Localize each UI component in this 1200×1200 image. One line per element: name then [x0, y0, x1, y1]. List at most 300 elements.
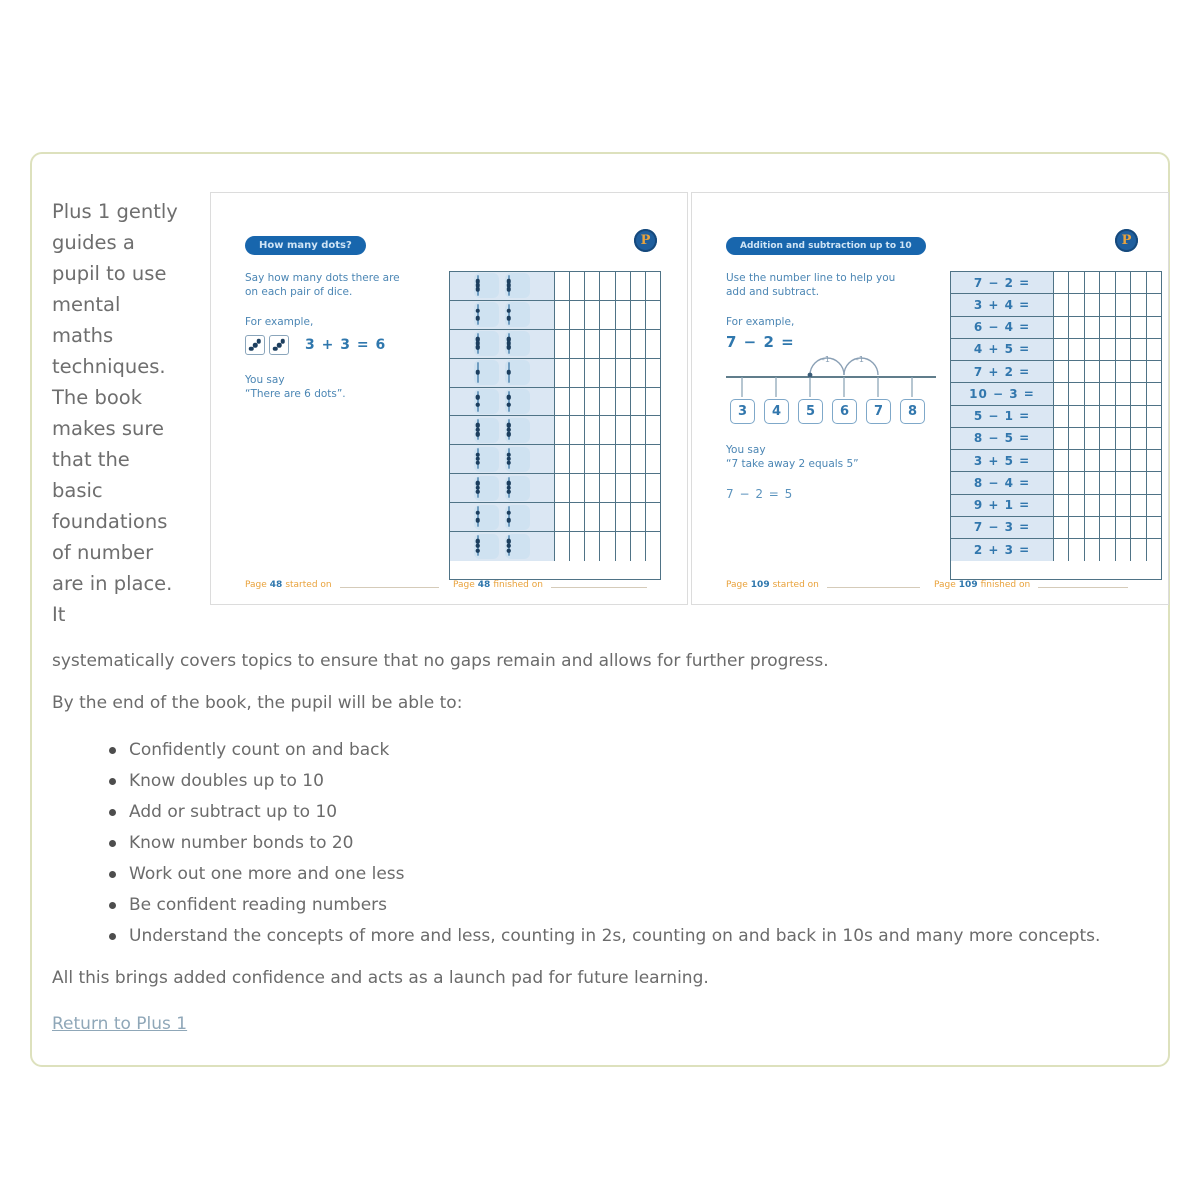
- answer-grid-cell: [1053, 428, 1068, 449]
- answer-grid-cell: [1115, 450, 1130, 471]
- answer-grid-cell: [1146, 495, 1161, 516]
- die-tile: [505, 447, 530, 472]
- answer-grid-cell: [1099, 539, 1114, 561]
- page2-you-say-quote: “7 take away 2 equals 5”: [726, 458, 859, 470]
- answer-grid-cell: [645, 532, 660, 561]
- answer-grid-cell: [1130, 450, 1145, 471]
- equation-row: [951, 539, 1161, 561]
- answer-grid-cell: [554, 445, 569, 473]
- answer-grid-cell: [1115, 294, 1130, 315]
- number-line-box: 3: [730, 399, 755, 424]
- die-face-3: [477, 448, 479, 469]
- die-dot: [475, 511, 480, 516]
- answer-grid-cell: [1130, 428, 1145, 449]
- die-dot: [506, 395, 511, 400]
- die-dot: [475, 461, 480, 466]
- answer-grid-cell: [569, 416, 584, 444]
- footer-write-line: [827, 587, 920, 588]
- die-face-1: [477, 362, 479, 383]
- equation-row: [951, 517, 1161, 539]
- answer-grid-cell: [645, 474, 660, 502]
- die-face-2: [477, 304, 479, 325]
- answer-grid-cell: [1068, 317, 1083, 338]
- answer-grid-cell: [1084, 450, 1099, 471]
- answer-grid-cell: [1115, 406, 1130, 427]
- bullet-item: Understand the concepts of more and less, counting in 2s, counting on and back in 10s and many more concepts.: [107, 926, 1146, 947]
- answer-grid-cell: [1115, 517, 1130, 538]
- dice-table-row: [450, 445, 660, 474]
- answer-grid-cell: [1130, 383, 1145, 404]
- equation-row: [951, 294, 1161, 316]
- answer-grid-cell: [630, 416, 645, 444]
- answer-grid-cell: [599, 388, 614, 416]
- answer-grid-cell: [1115, 539, 1130, 561]
- answer-grid-cell: [630, 474, 645, 502]
- workbook-page-addition-subtraction: [691, 192, 1169, 605]
- footer-page-number: 109: [750, 580, 770, 590]
- equation-cell: 6 − 4 =: [951, 317, 1053, 338]
- answer-grid-cell: [1053, 383, 1068, 404]
- answer-grid-cell: [1084, 406, 1099, 427]
- footer-page-label: Page: [453, 580, 475, 590]
- dice-pair-cell: [450, 474, 554, 502]
- answer-grid-cell: [1146, 428, 1161, 449]
- die-dot: [506, 316, 511, 321]
- answer-grid-cell: [1146, 361, 1161, 382]
- number-line-box: 8: [900, 399, 925, 424]
- return-to-plus1-link[interactable]: Return to Plus 1: [52, 1014, 188, 1034]
- answer-grid-cell: [1068, 339, 1083, 360]
- answer-grid-cell: [1084, 472, 1099, 493]
- equation-cell: 3 + 5 =: [951, 450, 1053, 471]
- answer-grid-cell: [1053, 517, 1068, 538]
- answer-grid-cell: [645, 503, 660, 531]
- hop-label: -1: [856, 355, 864, 364]
- answer-grid-cell: [1130, 472, 1145, 493]
- die-face-5: [477, 477, 479, 498]
- answer-grid-cell: [1099, 495, 1114, 516]
- die-tile: [474, 331, 499, 356]
- answer-grid-cell: [1084, 361, 1099, 382]
- answer-grid-cell: [1084, 272, 1099, 293]
- footer-page-number: 109: [958, 580, 978, 590]
- page1-instruction: Say how many dots there are on each pair of dice.: [245, 272, 400, 298]
- footer-page-label: Page: [934, 580, 956, 590]
- answer-grid-cell: [615, 272, 630, 300]
- die-face-3: [508, 275, 510, 296]
- answer-grid-cell: [1130, 495, 1145, 516]
- equation-cell: 8 − 5 =: [951, 428, 1053, 449]
- footer-page-label: Page: [726, 580, 748, 590]
- dice-pair-cell: [450, 359, 554, 387]
- answer-grid-cell: [569, 532, 584, 561]
- die-tile: [474, 418, 499, 443]
- content-container: [30, 152, 1170, 1067]
- answer-grid-cell: [1068, 361, 1083, 382]
- equations-answer-table: [950, 271, 1162, 580]
- answer-grid-cell: [554, 474, 569, 502]
- number-line-box: 6: [832, 399, 857, 424]
- footer-write-line: [551, 587, 647, 588]
- answer-grid-cell: [1068, 383, 1083, 404]
- answer-grid-cell: [1068, 495, 1083, 516]
- answer-grid-cell: [554, 416, 569, 444]
- answer-grid-cell: [1053, 472, 1068, 493]
- dice-table-row: [450, 388, 660, 417]
- hop-arrow-dot: [808, 373, 813, 378]
- die-dot: [506, 370, 511, 375]
- page2-footer: [726, 580, 1142, 590]
- answer-grid-cell: [1130, 406, 1145, 427]
- die-dot: [475, 395, 480, 400]
- answer-grid-cell: [1146, 539, 1161, 561]
- die-tile: [474, 447, 499, 472]
- page1-example-equation: 3 + 3 = 6: [305, 337, 387, 353]
- equation-row: [951, 428, 1161, 450]
- die-dot: [506, 432, 511, 437]
- answer-grid-cell: [584, 445, 599, 473]
- answer-grid-cell: [1146, 472, 1161, 493]
- answer-grid-cell: [1068, 272, 1083, 293]
- answer-grid-cell: [1146, 517, 1161, 538]
- number-line: [726, 355, 942, 433]
- equation-row: [951, 272, 1161, 294]
- die-tile: [474, 476, 499, 501]
- page1-example-label: For example,: [245, 316, 314, 328]
- footer-page-label: Page: [245, 580, 267, 590]
- dice-pair-cell: [450, 503, 554, 531]
- answer-grid-cell: [1146, 406, 1161, 427]
- equation-cell: 7 − 2 =: [951, 272, 1053, 293]
- answer-grid-cell: [1099, 472, 1114, 493]
- answer-grid-cell: [1084, 339, 1099, 360]
- example-dice-pair: [245, 335, 293, 355]
- bullet-item: Know number bonds to 20: [107, 833, 1146, 854]
- dice-table-row: [450, 532, 660, 561]
- answer-grid-cell: [599, 474, 614, 502]
- answer-grid-cell: [599, 445, 614, 473]
- die-tile: [474, 302, 499, 327]
- answer-grid-cell: [1084, 539, 1099, 561]
- answer-grid-cell: [630, 301, 645, 329]
- answer-grid-cell: [599, 532, 614, 561]
- die-dot: [475, 403, 480, 408]
- answer-grid-cell: [1099, 317, 1114, 338]
- plus1-logo-icon: P: [1115, 229, 1138, 252]
- die-dot: [475, 432, 480, 437]
- answer-grid-cell: [1084, 495, 1099, 516]
- die-tile: [505, 505, 530, 530]
- dice-pair-cell: [450, 301, 554, 329]
- answer-grid-cell: [1115, 317, 1130, 338]
- answer-grid-cell: [615, 359, 630, 387]
- equation-row: [951, 361, 1161, 383]
- answer-grid-cell: [615, 445, 630, 473]
- answer-grid-cell: [1146, 383, 1161, 404]
- die-dot: [475, 287, 480, 292]
- answer-grid-cell: [615, 532, 630, 561]
- answer-grid-cell: [1099, 339, 1114, 360]
- answer-grid-cell: [554, 388, 569, 416]
- answer-grid-cell: [645, 445, 660, 473]
- body-paragraph-2: By the end of the book, the pupil will be able to:: [52, 693, 463, 713]
- answer-grid-cell: [615, 330, 630, 358]
- die-dot: [506, 287, 511, 292]
- dice-table-row: [450, 301, 660, 330]
- die-dot: [506, 345, 511, 350]
- answer-grid-cell: [1053, 450, 1068, 471]
- die-tile: [505, 534, 530, 559]
- die-face-6: [508, 535, 510, 556]
- answer-grid-cell: [584, 416, 599, 444]
- answer-grid-cell: [1099, 272, 1114, 293]
- equation-row: [951, 383, 1161, 405]
- equation-row: [951, 339, 1161, 361]
- dice-pair-cell: [450, 532, 554, 561]
- answer-grid-cell: [1068, 517, 1083, 538]
- die-tile: [474, 389, 499, 414]
- answer-grid-cell: [1099, 450, 1114, 471]
- answer-grid-cell: [554, 301, 569, 329]
- answer-grid-cell: [554, 330, 569, 358]
- answer-grid-cell: [615, 416, 630, 444]
- die-tile: [505, 476, 530, 501]
- dice-pair-cell: [450, 272, 554, 300]
- answer-grid-cell: [1053, 272, 1068, 293]
- answer-grid-cell: [1115, 383, 1130, 404]
- dice-table-row: [450, 474, 660, 503]
- answer-grid-cell: [1115, 339, 1130, 360]
- answer-grid-cell: [645, 301, 660, 329]
- die-face-6: [508, 419, 510, 440]
- die-face-3: [245, 335, 265, 355]
- equation-cell: 7 − 3 =: [951, 517, 1053, 538]
- die-dot: [475, 490, 480, 495]
- number-line-box: 5: [798, 399, 823, 424]
- answer-grid-cell: [615, 474, 630, 502]
- answer-grid-cell: [554, 532, 569, 561]
- description-body: [52, 650, 1146, 1035]
- bullet-item: Know doubles up to 10: [107, 771, 1146, 792]
- answer-grid-cell: [1099, 383, 1114, 404]
- answer-grid-cell: [1084, 428, 1099, 449]
- answer-grid-cell: [1084, 383, 1099, 404]
- die-face-6: [477, 419, 479, 440]
- equation-row: [951, 317, 1161, 339]
- answer-grid-cell: [584, 359, 599, 387]
- body-paragraph-3: All this brings added confidence and acts as a launch pad for future learning.: [52, 968, 709, 988]
- page2-title-pill: Addition and subtraction up to 10: [726, 237, 926, 255]
- page1-footer: [245, 580, 661, 590]
- answer-grid-cell: [1099, 361, 1114, 382]
- answer-grid-cell: [1130, 317, 1145, 338]
- dice-table-row: [450, 330, 660, 359]
- footer-write-line: [1038, 587, 1128, 588]
- answer-grid-cell: [615, 301, 630, 329]
- answer-grid-cell: [599, 503, 614, 531]
- bullet-item: Add or subtract up to 10: [107, 802, 1146, 823]
- die-face-3: [269, 335, 289, 355]
- equation-cell: 2 + 3 =: [951, 539, 1053, 561]
- die-face-4: [477, 391, 479, 412]
- answer-grid-cell: [630, 532, 645, 561]
- page2-example-equation: 7 − 2 =: [726, 333, 795, 351]
- dice-pair-cell: [450, 416, 554, 444]
- answer-grid-cell: [1115, 428, 1130, 449]
- bullet-item: Work out one more and one less: [107, 864, 1146, 885]
- footer-started-label: started on: [772, 580, 819, 590]
- answer-grid-cell: [584, 532, 599, 561]
- answer-grid-cell: [1053, 339, 1068, 360]
- die-dot: [506, 403, 511, 408]
- answer-grid-cell: [569, 301, 584, 329]
- die-face-2: [508, 304, 510, 325]
- answer-grid-cell: [630, 330, 645, 358]
- answer-grid-cell: [1130, 361, 1145, 382]
- skills-bullet-list: [107, 740, 1146, 947]
- die-tile: [505, 360, 530, 385]
- answer-grid-cell: [645, 388, 660, 416]
- answer-grid-cell: [1146, 294, 1161, 315]
- answer-grid-cell: [1130, 272, 1145, 293]
- dice-pair-cell: [450, 445, 554, 473]
- page2-you-say-label: You say: [726, 444, 766, 456]
- die-tile: [505, 331, 530, 356]
- dice-table-row: [450, 503, 660, 532]
- answer-grid-cell: [584, 272, 599, 300]
- die-dot: [506, 511, 511, 516]
- die-tile: [505, 389, 530, 414]
- bullet-item: Be confident reading numbers: [107, 895, 1146, 916]
- page2-result: 7 − 2 = 5: [726, 487, 794, 501]
- answer-grid-cell: [630, 272, 645, 300]
- equation-cell: 9 + 1 =: [951, 495, 1053, 516]
- footer-write-line: [340, 587, 439, 588]
- answer-grid-cell: [645, 330, 660, 358]
- equation-row: [951, 406, 1161, 428]
- page1-example-row: [245, 335, 441, 355]
- answer-grid-cell: [569, 474, 584, 502]
- answer-grid-cell: [599, 330, 614, 358]
- die-tile: [474, 505, 499, 530]
- answer-grid-cell: [569, 388, 584, 416]
- answer-grid-cell: [630, 388, 645, 416]
- page1-you-say-label: You say: [245, 374, 285, 386]
- answer-grid-cell: [599, 416, 614, 444]
- die-dot: [475, 316, 480, 321]
- answer-grid-cell: [1053, 317, 1068, 338]
- footer-finished-label: finished on: [493, 580, 543, 590]
- page2-example-label: For example,: [726, 316, 795, 328]
- answer-grid-cell: [569, 503, 584, 531]
- die-dot: [506, 461, 511, 466]
- answer-grid-cell: [1099, 517, 1114, 538]
- die-face-1: [508, 362, 510, 383]
- footer-page-number: 48: [269, 580, 283, 590]
- answer-grid-cell: [1068, 428, 1083, 449]
- die-tile: [474, 360, 499, 385]
- page1-title-pill: How many dots?: [245, 236, 366, 255]
- workbook-page-how-many-dots: [210, 192, 688, 605]
- die-tile: [474, 534, 499, 559]
- answer-grid-cell: [1084, 517, 1099, 538]
- die-dot: [475, 548, 480, 553]
- answer-grid-cell: [584, 474, 599, 502]
- answer-grid-cell: [599, 301, 614, 329]
- equation-cell: 5 − 1 =: [951, 406, 1053, 427]
- die-tile: [474, 273, 499, 298]
- die-face-2: [508, 506, 510, 527]
- die-dot: [475, 370, 480, 375]
- answer-grid-cell: [1068, 406, 1083, 427]
- answer-grid-cell: [554, 503, 569, 531]
- answer-grid-cell: [584, 301, 599, 329]
- die-tile: [505, 302, 530, 327]
- die-face-2: [477, 506, 479, 527]
- answer-grid-cell: [630, 445, 645, 473]
- die-face-6: [477, 535, 479, 556]
- answer-grid-cell: [554, 359, 569, 387]
- die-face-5: [508, 333, 510, 354]
- hop-label: -1: [822, 355, 830, 364]
- dice-table-row: [450, 359, 660, 388]
- equation-cell: 7 + 2 =: [951, 361, 1053, 382]
- answer-grid-cell: [569, 272, 584, 300]
- die-face-4: [508, 391, 510, 412]
- die-dot: [506, 548, 511, 553]
- equation-row: [951, 495, 1161, 517]
- plus1-logo-icon: P: [634, 229, 657, 252]
- answer-grid-cell: [1053, 495, 1068, 516]
- answer-grid-cell: [1146, 450, 1161, 471]
- die-face-5: [508, 477, 510, 498]
- answer-grid-cell: [1068, 450, 1083, 471]
- die-dot: [475, 345, 480, 350]
- answer-grid-cell: [1099, 406, 1114, 427]
- dice-pair-cell: [450, 330, 554, 358]
- answer-grid-cell: [1053, 294, 1068, 315]
- bullet-item: Confidently count on and back: [107, 740, 1146, 761]
- equation-cell: 3 + 4 =: [951, 294, 1053, 315]
- answer-grid-cell: [645, 416, 660, 444]
- answer-grid-cell: [1115, 495, 1130, 516]
- answer-grid-cell: [615, 503, 630, 531]
- answer-grid-cell: [1146, 339, 1161, 360]
- footer-finished-label: finished on: [980, 580, 1031, 590]
- page1-you-say-quote: “There are 6 dots”.: [245, 388, 346, 400]
- answer-grid-cell: [554, 272, 569, 300]
- answer-grid-cell: [584, 330, 599, 358]
- top-section: [52, 192, 1146, 630]
- answer-grid-cell: [645, 359, 660, 387]
- answer-grid-cell: [1146, 272, 1161, 293]
- answer-grid-cell: [630, 503, 645, 531]
- answer-grid-cell: [1115, 361, 1130, 382]
- equation-cell: 8 − 4 =: [951, 472, 1053, 493]
- die-tile: [505, 273, 530, 298]
- number-line-box: 4: [764, 399, 789, 424]
- answer-grid-cell: [1053, 539, 1068, 561]
- die-dot: [475, 308, 480, 313]
- dice-pair-cell: [450, 388, 554, 416]
- answer-grid-cell: [599, 359, 614, 387]
- answer-grid-cell: [615, 388, 630, 416]
- dice-answer-table: [449, 271, 661, 580]
- answer-grid-cell: [1146, 317, 1161, 338]
- die-dot: [475, 518, 480, 523]
- equation-row: [951, 472, 1161, 494]
- footer-page-number: 48: [477, 580, 491, 590]
